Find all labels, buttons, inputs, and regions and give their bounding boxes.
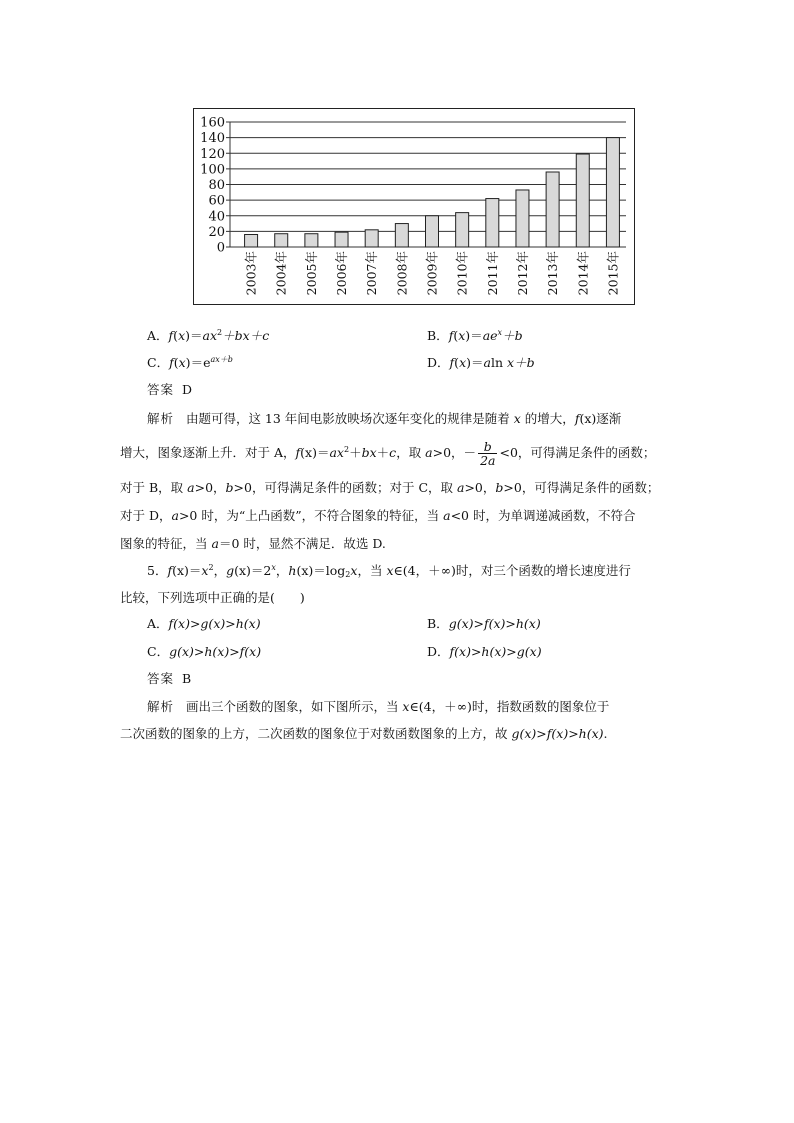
question-5-line1 bbox=[147, 561, 794, 579]
answer-value: B bbox=[181, 671, 192, 686]
option-text: g(x)>h(x)>f(x) bbox=[169, 644, 262, 659]
x-tick-label: 2009年 bbox=[424, 251, 440, 296]
eq: ＝ bbox=[190, 328, 203, 343]
func-name: f bbox=[167, 563, 173, 578]
bar bbox=[365, 230, 378, 247]
func-name: f bbox=[449, 355, 455, 370]
text: 对于 D， bbox=[120, 508, 172, 523]
y-tick-label: 120 bbox=[200, 146, 225, 162]
term-rest: ＋b bbox=[502, 328, 523, 343]
answer-label: 答案 bbox=[147, 671, 175, 686]
text: (x)＝2 bbox=[234, 563, 272, 578]
text: ＋ bbox=[376, 445, 390, 460]
var: x bbox=[513, 411, 521, 426]
option-text: g(x)>f(x)>h(x) bbox=[448, 616, 541, 631]
term-rest: x＋b bbox=[507, 355, 535, 370]
option-label: D． bbox=[427, 355, 450, 370]
bar bbox=[606, 138, 619, 247]
analysis-label: 解析 bbox=[147, 699, 175, 714]
bar bbox=[456, 213, 469, 247]
text: 比较，下列选项中正确的是( ) bbox=[120, 590, 305, 605]
func-name: f bbox=[169, 355, 174, 370]
term: c bbox=[389, 445, 397, 460]
var: b bbox=[225, 480, 234, 495]
bar bbox=[305, 234, 318, 247]
exp: x bbox=[271, 563, 276, 572]
exp: 2 bbox=[217, 328, 223, 337]
term: ax bbox=[329, 445, 344, 460]
option-label: B． bbox=[427, 328, 449, 343]
eq: ＝ bbox=[470, 328, 483, 343]
term: a bbox=[483, 355, 491, 370]
var: x bbox=[458, 328, 466, 343]
x-tick-label: 2015年 bbox=[605, 251, 621, 296]
var: x bbox=[386, 563, 394, 578]
term-rest: ＋bx＋c bbox=[222, 328, 270, 343]
var: x bbox=[178, 328, 186, 343]
text: 逐渐 bbox=[596, 411, 622, 426]
func-name: h bbox=[288, 563, 297, 578]
text: >0，可得满足条件的函数；对于 C，取 bbox=[233, 480, 457, 495]
subscript: 2 bbox=[345, 570, 351, 579]
ln: ln bbox=[490, 355, 508, 370]
text: ，取 bbox=[396, 445, 426, 460]
analysis-q4-line5 bbox=[120, 534, 794, 552]
x-tick-label: 2013年 bbox=[545, 251, 561, 296]
option-d-q4: D．f(x)＝aln x＋b bbox=[427, 355, 535, 370]
text: . bbox=[603, 726, 608, 741]
bar bbox=[516, 190, 529, 247]
var: x bbox=[459, 355, 467, 370]
var: a bbox=[187, 480, 195, 495]
term: ax bbox=[202, 328, 218, 343]
option-b-q4: B．$f(x)=ae^x+b$ bbox=[427, 328, 523, 343]
x-tick-label: 2014年 bbox=[575, 251, 591, 296]
question-number: 5． bbox=[147, 563, 168, 578]
func-name: f bbox=[574, 411, 580, 426]
text: >0，可得满足条件的函数； bbox=[503, 480, 660, 495]
analysis-q5-line2 bbox=[120, 724, 794, 742]
var: x bbox=[201, 563, 209, 578]
y-tick-label: 20 bbox=[208, 224, 225, 240]
text: ＋ bbox=[349, 445, 362, 460]
var: a bbox=[443, 508, 451, 523]
bar bbox=[426, 216, 439, 247]
var: b bbox=[495, 480, 504, 495]
text: 对于 B，取 bbox=[120, 480, 188, 495]
bar bbox=[576, 154, 589, 247]
text: ， bbox=[213, 563, 227, 578]
text: >0， bbox=[464, 480, 496, 495]
x-tick-label: 2007年 bbox=[364, 251, 380, 296]
var: x bbox=[178, 355, 186, 370]
y-tick-label: 60 bbox=[208, 193, 225, 209]
bar bbox=[546, 172, 559, 247]
text: 画出三个函数的图象，如下图所示，当 bbox=[185, 699, 403, 714]
analysis-label: 解析 bbox=[147, 411, 175, 426]
x-tick-label: 2008年 bbox=[394, 251, 410, 296]
var: a bbox=[171, 508, 179, 523]
y-tick-label: 0 bbox=[216, 240, 225, 256]
x-tick-label: 2010年 bbox=[454, 251, 470, 296]
option-label: D． bbox=[427, 644, 450, 659]
bar bbox=[275, 234, 288, 247]
func-name: f bbox=[168, 328, 174, 343]
option-a-q4: A．$f(x)=ax^2+bx+c$ bbox=[147, 328, 270, 343]
text: ∈(4，＋∞)时，指数函数的图象位于 bbox=[409, 699, 610, 714]
exp: ax＋b bbox=[210, 355, 233, 364]
text: g(x)>f(x)>h(x) bbox=[511, 726, 604, 741]
text: <0 时，为单调递减函数，不符合 bbox=[450, 508, 636, 523]
answer-q4 bbox=[147, 380, 794, 398]
question-5-line2 bbox=[120, 588, 794, 606]
text: ∈(4，＋∞)时，对三个函数的增长速度进行 bbox=[393, 563, 631, 578]
option-text: f(x)>h(x)>g(x) bbox=[449, 644, 542, 659]
x-tick-label: 2004年 bbox=[273, 251, 289, 296]
func-name: g bbox=[226, 563, 235, 578]
text: >0 时，为“上凸函数”，不符合图象的特征，当 bbox=[178, 508, 444, 523]
func-name: f bbox=[448, 328, 454, 343]
text: ＝0 时，显然不满足．故选 D. bbox=[218, 536, 386, 551]
option-c-q4: C．$f(x)=e^{ax+b}$ bbox=[147, 355, 233, 370]
var: x bbox=[350, 563, 358, 578]
option-b-q5 bbox=[427, 614, 541, 632]
option-label: B． bbox=[427, 616, 449, 631]
fraction bbox=[478, 440, 497, 467]
y-tick-label: 80 bbox=[208, 178, 225, 193]
option-label: A． bbox=[147, 616, 169, 631]
analysis-q4-line3 bbox=[120, 478, 794, 496]
text: 图象的特征，当 bbox=[120, 536, 212, 551]
text: 的增大， bbox=[520, 411, 575, 426]
option-d-q5 bbox=[427, 642, 542, 660]
text: (x)＝ bbox=[300, 445, 330, 460]
y-tick-label: 160 bbox=[200, 115, 225, 131]
x-tick-label: 2003年 bbox=[243, 251, 259, 296]
text: (x)＝log bbox=[296, 563, 346, 578]
var: a bbox=[425, 445, 433, 460]
eq: ＝ bbox=[190, 355, 204, 370]
bar-chart bbox=[193, 108, 635, 305]
text: (x) bbox=[579, 411, 597, 426]
text: 二次函数的图象的上方，二次函数的图象位于对数函数图象的上方，故 bbox=[120, 726, 512, 741]
text: 增大，图象逐渐上升．对于 A， bbox=[120, 445, 296, 460]
var: a bbox=[211, 536, 219, 551]
text: >0， bbox=[194, 480, 226, 495]
analysis-q4-line4 bbox=[120, 506, 794, 524]
y-tick-label: 40 bbox=[208, 209, 225, 225]
chart-svg bbox=[194, 109, 634, 304]
func-name: f bbox=[295, 445, 301, 460]
option-text: f(x)>g(x)>h(x) bbox=[168, 616, 261, 631]
analysis-q4-line1 bbox=[147, 409, 794, 427]
x-tick-label: 2012年 bbox=[514, 251, 530, 296]
option-a-q5 bbox=[147, 614, 261, 632]
exp: 2 bbox=[208, 563, 214, 572]
y-tick-label: 100 bbox=[200, 162, 225, 178]
text: ， bbox=[275, 563, 289, 578]
exp: 2 bbox=[343, 445, 350, 454]
bar bbox=[245, 235, 258, 248]
option-label: C． bbox=[147, 355, 170, 370]
fraction-numerator: b bbox=[478, 440, 497, 454]
eq: ＝ bbox=[471, 355, 484, 370]
option-c-q5 bbox=[147, 642, 261, 660]
answer-value: D bbox=[181, 382, 192, 397]
bar bbox=[395, 224, 408, 247]
text: <0，可得满足条件的函数； bbox=[499, 445, 656, 460]
x-tick-label: 2005年 bbox=[303, 251, 319, 296]
x-tick-label: 2006年 bbox=[334, 251, 350, 296]
term: e bbox=[203, 355, 211, 370]
term: ae bbox=[482, 328, 498, 343]
fraction-denominator: 2a bbox=[480, 453, 496, 468]
text: ，当 bbox=[357, 563, 387, 578]
text: 由题可得，这 13 年间电影放映场次逐年变化的规律是随着 bbox=[185, 411, 514, 426]
analysis-q4-line2 bbox=[120, 435, 794, 468]
y-tick-label: 140 bbox=[200, 131, 225, 147]
analysis-q5-line1 bbox=[147, 697, 794, 715]
option-label: A． bbox=[147, 328, 169, 343]
option-label: C． bbox=[147, 644, 170, 659]
bar bbox=[335, 232, 348, 247]
var: a bbox=[457, 480, 465, 495]
text: (x)＝ bbox=[172, 563, 202, 578]
exp: x bbox=[497, 328, 503, 337]
answer-label: 答案 bbox=[147, 382, 175, 397]
answer-q5 bbox=[147, 669, 794, 687]
var: x bbox=[402, 699, 410, 714]
x-tick-label: 2011年 bbox=[484, 251, 500, 296]
bar bbox=[486, 199, 499, 247]
text: >0，－ bbox=[432, 445, 477, 460]
term: bx bbox=[361, 445, 377, 460]
